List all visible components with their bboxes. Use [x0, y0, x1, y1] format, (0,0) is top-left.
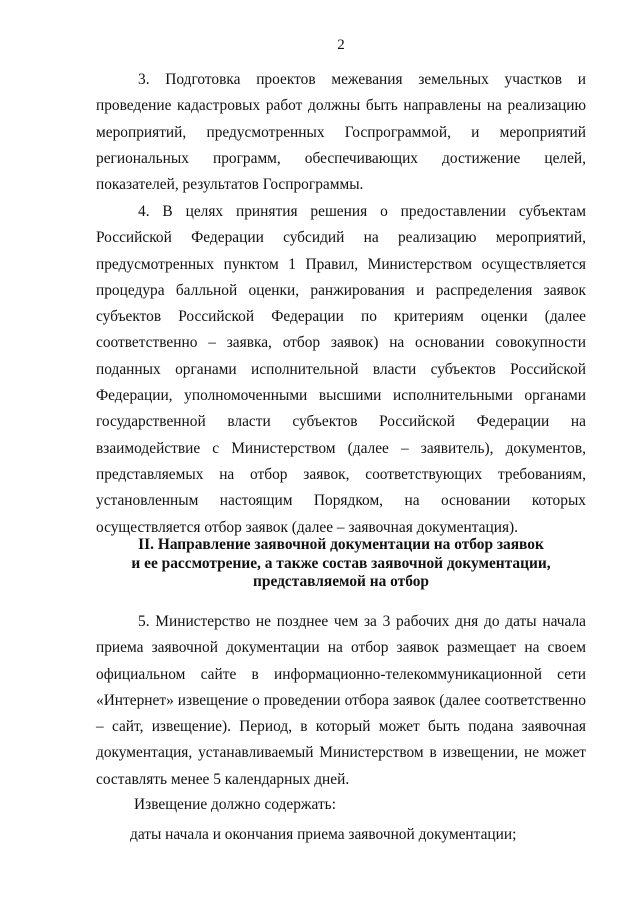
document-page: [96, 0, 586, 905]
paragraph-5: 5. Министерство не позднее чем за 3 рабочих дня до даты начала приема заявочной документации на отбор заявок размещает на своем официальном сайте в информационно-телекоммуникационной сети «Интернет» извещение о проведении отбора заявок (далее соответственно – сайт, извещение). Период, в который может быть подана заявочная документация, устанавливаемый Министерством в извещении, не может составлять менее 5 календарных дней.: [96, 613, 586, 788]
paragraph-4: 4. В целях принятия решения о предоставлении субъектам Российской Федерации субсидий на реализацию мероприятий, предусмотренных пунктом 1 Правил, Министерством осуществляется процедура балльной оценки, ранжирования и распределения заявок субъектов Российской Федерации по критериям оценки (далее соответственно – заявка, отбор заявок) на основании совокупности поданных органами исполнительной власти субъектов Российской Федерации, уполномоченными высшими исполнительными органами государственной власти субъектов Российской Федерации на взаимодействие с Министерством (далее – заявитель), документов, представляемых на отбор заявок, соответствующих требованиям, установленным настоящим Порядком, на основании которых осуществляется отбор заявок (далее – заявочная документация).: [96, 203, 586, 536]
section-heading-line-1: II. Направление заявочной документации на отбор заявок: [138, 536, 544, 553]
section-heading: [96, 536, 586, 592]
paragraph-3: 3. Подготовка проектов межевания земельных участков и проведение кадастровых работ должны быть направлены на реализацию мероприятий, предусмотренных Госпрограммой, и мероприятий региональных программ, обеспечивающих достижение целей, показателей, результатов Госпрограммы.: [96, 71, 586, 194]
section-heading-line-3: представляемой на отбор: [253, 573, 429, 590]
notice-intro: Извещение должно содержать:: [134, 796, 336, 813]
notice-item-dates: даты начала и окончания приема заявочной документации;: [130, 826, 517, 843]
section-heading-line-2: и ее рассмотрение, а также состав заявочной документации,: [131, 554, 551, 572]
page-number: 2: [337, 37, 345, 53]
